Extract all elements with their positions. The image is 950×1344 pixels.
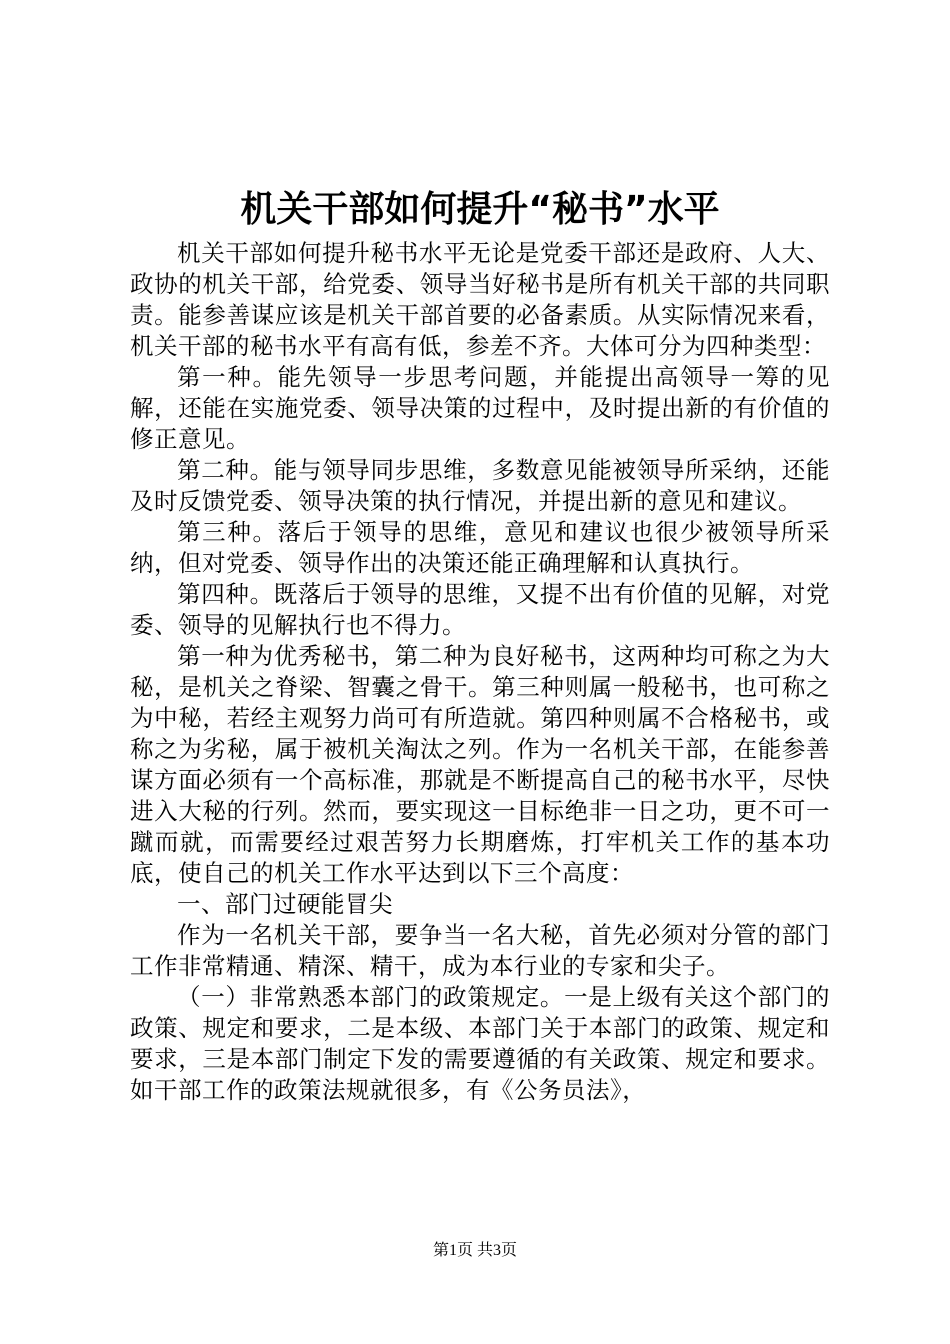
- document-title: 机关干部如何提升“秘书”水平: [240, 189, 720, 230]
- paragraph: 第三种。落后于领导的思维，意见和建议也很少被领导所采纳，但对党委、领导作出的决策还能正确理解和认真执行。: [130, 518, 830, 577]
- document-page: [130, 0, 830, 1344]
- paragraph: 第一种。能先领导一步思考问题，并能提出高领导一筹的见解，还能在实施党委、领导决策的过程中，及时提出新的有价值的修正意见。: [130, 363, 830, 453]
- paragraph: 第二种。能与领导同步思维，多数意见能被领导所采纳，还能及时反馈党委、领导决策的执行情况，并提出新的意见和建议。: [130, 456, 830, 515]
- document-body: [130, 238, 830, 1106]
- paragraph: 第一种为优秀秘书，第二种为良好秘书，这两种均可称之为大秘，是机关之脊梁、智囊之骨干。第三种则属一般秘书，也可称之为中秘，若经主观努力尚可有所造就。第四种则属不合格秘书，或称之为劣秘，属于被机关淘汰之列。作为一名机关干部，在能参善谋方面必须有一个高标准，那就是不断提高自己的秘书水平，尽快进入大秘的行列。然而，要实现这一目标绝非一日之功，更不可一蹴而就，而需要经过艰苦努力长期磨炼，打牢机关工作的基本功底，使自己的机关工作水平达到以下三个高度：: [130, 642, 830, 887]
- paragraph: （一）非常熟悉本部门的政策规定。一是上级有关这个部门的政策、规定和要求，二是本级、本部门关于本部门的政策、规定和要求，三是本部门制定下发的需要遵循的有关政策、规定和要求。如干部工作的政策法规就很多，有《公务员法》，: [130, 983, 830, 1104]
- section-heading: 一、部门过硬能冒尖: [177, 890, 393, 918]
- paragraph: 作为一名机关干部，要争当一名大秘，首先必须对分管的部门工作非常精通、精深、精干，成为本行业的专家和尖子。: [130, 921, 830, 980]
- page-number-footer: 第1页 共3页: [432, 1242, 517, 1259]
- paragraph: 第四种。既落后于领导的思维，又提不出有价值的见解，对党委、领导的见解执行也不得力。: [130, 580, 830, 639]
- paragraph: 机关干部如何提升秘书水平无论是党委干部还是政府、人大、政协的机关干部，给党委、领导当好秘书是所有机关干部的共同职责。能参善谋应该是机关干部首要的必备素质。从实际情况来看，机关干部的秘书水平有高有低，参差不齐。大体可分为四种类型：: [130, 239, 830, 360]
